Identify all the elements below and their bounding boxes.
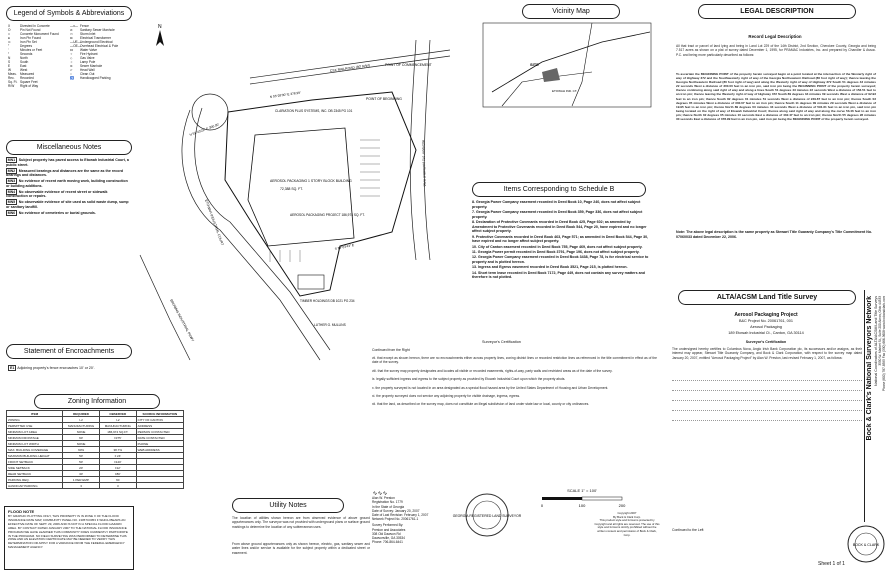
legend-label: Right of Way — [20, 84, 39, 88]
parcel-boundary — [225, 92, 416, 296]
browns-label: BROWNS INDUSTRIAL PKWY — [169, 298, 195, 343]
zoning-cell: PERSON CONTACTED — [136, 429, 183, 435]
misc-note-text: No evidence of recent earth moving work, building construction or building additions. — [6, 179, 128, 188]
etowah-court — [182, 94, 330, 360]
zoning-cell: 60' — [63, 435, 100, 441]
legend-label: Iron Pin Found — [20, 36, 41, 40]
bearing2-label: S 89°03'43" E — [334, 242, 355, 251]
legend-label: Pin Not Found — [20, 28, 41, 32]
etowah-label: ETOWAH INDUSTRIAL COURT — [204, 198, 225, 247]
alta-project: Aerosol Packaging Project — [734, 312, 798, 318]
alta-cert-heading: Surveyor's Certification — [745, 340, 787, 344]
alta-cert-item-1 — [672, 374, 862, 381]
legal-title: LEGAL DESCRIPTION — [698, 4, 856, 19]
scale-tick-0: 0 — [540, 503, 544, 508]
legend-symbol: ″ — [8, 52, 10, 56]
surveyor-state: In the State of Georgia — [372, 504, 405, 509]
zoning-cell: HANDICAP PARKING — [7, 483, 63, 489]
alta-cert-item-2 — [672, 384, 862, 391]
zoning-cell: ADDRESS — [136, 423, 183, 429]
vicinity-map — [482, 22, 652, 108]
misc-note-code: MN2 — [7, 168, 16, 173]
legend-label: Divested In Concrete — [20, 24, 50, 28]
date-revised: Date of Last Revision: February 1, 2007 — [372, 513, 429, 518]
legend-label: Sanitary Sewer Manhole — [80, 28, 115, 32]
zoning-cell: 38.7% — [99, 447, 136, 453]
legend-symbol-icon: ♿ — [70, 76, 74, 80]
alta-cert-item-5 — [672, 414, 862, 421]
legend-item — [8, 84, 70, 88]
legend-symbol: S — [8, 60, 11, 64]
legend-label: Overhead Electrical & Pole — [80, 44, 119, 48]
pob-comm-label: POINT OF COMMENCEMENT — [385, 63, 432, 67]
legend-symbol-icon: ⊠ — [70, 36, 73, 40]
flood-note-panel — [4, 506, 134, 570]
vicinity-title: Vicinity Map — [522, 4, 620, 19]
flood-note-title: FLOOD NOTE — [8, 509, 35, 514]
zoning-cell: 60% — [63, 447, 100, 453]
firm-name: Preston and Associates — [372, 527, 406, 532]
zoning-cell: 3 — [99, 483, 136, 489]
alta-cert-text: The undersigned hereby certifies to Columbus Nova, Anglo Irish Bank Corporation plc, its successors and/or assigns, as their interest may appear, Stewart Title Guaranty Company, and Bock & Clark Corporation, with respect to the survey map dated January 20, 2007, entitled "Aerosol Packaging Project" by Alan W. Preston, last revised February 1, 2007, as follows: — [672, 347, 862, 360]
zoning-cell: CITY OF CANTON — [136, 417, 183, 423]
schedule-b-item: 11. Georgia Power permit recorded in Deed Book 3791, Page 196, does not affect subject property. — [472, 249, 640, 254]
copyright-box — [594, 512, 660, 537]
cert-item: xii. that the land, as described on the survey map, does not constitute an illegal subdivision of land under state law or local, county or city ordinances. — [372, 402, 590, 407]
utility-text-1: The location of utilities shown hereon are from observed evidence of above ground appurtenances only. The surveyor was not provided with underground plans or surface ground markings to determine the location of any subterranean uses. — [232, 516, 370, 529]
misc-note-item — [6, 190, 130, 199]
bock-clark-logo-icon — [846, 524, 886, 564]
misc-note-code: MN6 — [7, 210, 16, 215]
misc-note-text: No observable evidence of site used as solid waste dump, sump or sanitary landfill. — [6, 200, 129, 209]
legend-symbol: N — [8, 56, 11, 60]
network-line2: National Coordinators of ALTA/ACSM Land Title Surveys — [874, 296, 878, 386]
legend-label: Handicapped Parking — [80, 76, 111, 80]
scale-tick-200: 200 — [618, 503, 626, 508]
legend-symbol-icon: ⊘ — [70, 28, 73, 32]
network-line3: 3550 W. Market St., Suite 200 Akron, Ohio 44333 — [878, 296, 882, 366]
legend-symbol: W — [8, 68, 12, 72]
schedule-b-item: 13. Ingress and Egress easement recorded in Deed Book 3521, Page 215, is plotted hereon. — [472, 265, 628, 270]
zoning-header-cell: REQUIRED — [63, 411, 100, 417]
legend-label: Square Feet — [20, 80, 38, 84]
legend-label: Measured — [20, 72, 35, 76]
legend-item — [70, 76, 132, 80]
zoning-cell: NONE — [63, 441, 100, 447]
legend-symbol: ° — [8, 44, 10, 48]
zoning-cell: WEB ADDRESS — [136, 447, 183, 453]
legend-symbol-icon: ⊛ — [70, 64, 73, 68]
zoning-cell: MINIMUM LOT WIDTH — [7, 441, 63, 447]
legend-right-list — [70, 24, 132, 80]
misc-note-code: MN4 — [7, 189, 16, 194]
legend-label: Fence — [80, 24, 89, 28]
zoning-title: Zoning Information — [34, 394, 160, 409]
building-label: AEROSOL PACKAGING 1 STORY BLOCK BUILDING — [270, 179, 352, 183]
legend-label: Sewer Manhole — [80, 64, 103, 68]
flood-note-text: BY GRAPHIC PLOTTING ONLY, THIS PROPERTY IS IN ZONE X OF THE FLOOD INSURANCE RATE MAP, COMMUNITY PANEL NO. 13057C0053 F WHICH BEARS AN EFFECTIVE DATE OF SEPT. 29, 2006 AND IS NOT IN A SPECIAL FLOOD HAZARD AREA. BY CONTACT DATED JANUARY 2007 TO THE NATIONAL FLOOD INSURANCE PROGRAM WE HAVE LEARNED THIS COMMUNITY DOES CURRENTLY PARTICIPATE IN THE PROGRAM. NO FIELD SURVEYING WAS PERFORMED TO DETERMINE THIS ZONE AND AN ELEVATION CERTIFICATE MAY BE NEEDED TO VERIFY THIS DETERMINATION OR APPLY FOR A VARIANCE FROM THE FEDERAL EMERGENCY MANAGEMENT AGENCY. — [8, 514, 128, 550]
alta-continued: Continued to the Left — [672, 528, 704, 532]
misc-note-text: No observable evidence of recent street or sidewalk construction or repairs. — [6, 189, 108, 199]
cert-item: viii. that the survey map properly designates and locates all visible or recorded easements, rights-of-way, party walls and restricted areas as of the date of the survey. — [372, 368, 613, 373]
zoning-cell: I-2 — [63, 417, 100, 423]
zoning-cell: NONE — [63, 429, 100, 435]
legend-label: Iron Pin Set — [20, 40, 37, 44]
legend-symbol: □ — [8, 32, 10, 36]
zoning-table — [6, 410, 184, 489]
legend-symbol-icon: ▭ — [70, 32, 74, 36]
alta-cert-body — [672, 374, 862, 424]
zoning-cell: PHONE — [136, 441, 183, 447]
parking-lines — [270, 140, 380, 262]
legend-symbol: Meas. — [8, 72, 17, 76]
schedule-b-item: 9. Protective Covenants recorded in Deed Book 463, Page 571; as amended in Deed Book 544, Page 30, have expired and no longer affect subject property. — [472, 234, 649, 244]
zoning-cell: 20' — [63, 465, 100, 471]
owner2-label: TIMBER HOLDINGS DB 1021 PG 234 — [300, 299, 355, 303]
alta-cert-item-3 — [672, 394, 862, 401]
table-row — [7, 483, 184, 489]
surveyor-seal-icon — [452, 492, 522, 538]
zoning-cell: SIDE SETBACK — [7, 465, 63, 471]
legend-symbol-icon: ✧ — [70, 52, 73, 56]
legend-symbol: ′ — [8, 48, 9, 52]
cert-heading: Surveyor's Certification — [482, 340, 521, 344]
firm-addr2: Dawsonville, GA 30534 — [372, 536, 405, 541]
vicinity-road-label: ETOWAH IND. CT. — [552, 89, 578, 93]
alta-panel — [668, 290, 864, 568]
schedule-b-item: 10. City of Canton easement recorded in Deed Book 755, Page 469, does not affect subject property. — [472, 244, 643, 249]
encroachments-panel — [4, 344, 132, 384]
misc-notes-panel — [4, 140, 132, 330]
misc-note-text: Subject property has paved access to Etowah Industrial Court, a public street. — [6, 158, 129, 167]
alta-bc-project: B&C Project No. 20061761, 001 — [738, 319, 794, 323]
legend-symbol: ● — [8, 36, 10, 40]
signature-mark: ∿∿∿ — [372, 490, 388, 497]
utility-text-2: From above ground appurtenances only as shown hereon, electric, gas, sanitary sewer and water lines and/or service is available for the subject property within a dedicated street or easement. — [232, 542, 370, 555]
sheet-number: Sheet 1 of 1 — [818, 561, 845, 567]
legend-symbol-icon: —OE— — [70, 44, 81, 48]
legend-label: Underground Electrical — [80, 40, 113, 44]
network-strip — [864, 290, 887, 522]
legend-label: Electrical Transformer — [80, 36, 111, 40]
misc-note-code: MN3 — [7, 179, 16, 184]
legend-symbol-icon: ○ — [70, 72, 72, 76]
zoning-cell: 50' — [63, 459, 100, 465]
zoning-cell: ZONING — [7, 417, 63, 423]
zoning-cell: ± 24' — [99, 453, 136, 459]
zoning-cell: ±12' — [99, 465, 136, 471]
legal-p1: All that tract or parcel of land lying and being in Land Lot 229 of the 14th District, 2nd Section, Cherokee County, Georgia and being 7.517 acres as shown on a plat of survey dated December 1, 1995, for PRAMAC Industries, Inc. and prepared by Chandler & Assoc. P.C. and being more particularly described as follows: — [676, 44, 876, 57]
legend-title: Legend of Symbols & Abbreviations — [6, 6, 132, 21]
copyright-line1: Copyright 2007 — [617, 511, 637, 515]
legend-label: Storm Inlet — [80, 32, 96, 36]
legend-panel — [4, 4, 132, 112]
legend-label: Minutes or Feet — [20, 48, 43, 52]
network-project: Network Project No. 20061761-1 — [372, 517, 419, 522]
svg-text:BOCK & CLARK: BOCK & CLARK — [852, 543, 880, 547]
highway — [410, 40, 430, 260]
schedule-b-item: 8. Georgia Power Company easement recorded in Deed Book 10, Page 240, does not affect subject property. — [472, 200, 641, 209]
railroad-label: CSX RAILROAD (80' R/W) — [329, 63, 371, 73]
legend-symbol: E — [8, 64, 11, 68]
legal-note: Note: The above legal description is the same property as Stewart Title Guaranty Company's Title Commitment No. 07060033 dated December 22, 2006. — [676, 230, 873, 239]
legend-symbol: ⊙ — [8, 40, 11, 44]
zoning-header-cell: OBSERVED — [99, 411, 136, 417]
legend-label: Water Valve — [80, 48, 98, 52]
alta-client: Aerosol Packaging — [750, 325, 782, 329]
zoning-cell: ±80' — [99, 471, 136, 477]
scale-tick-100: 100 — [578, 503, 586, 508]
legend-symbol-icon: —x— — [70, 24, 78, 28]
legend-label: Degrees — [20, 44, 33, 48]
misc-note-text: Measured bearings and distances are the same as the record bearings and distances. — [6, 168, 124, 178]
zoning-cell: FRONT SETBACK — [7, 459, 63, 465]
bearing1-label: N 51°43'22" E 300.00' — [188, 122, 220, 137]
legend-label: North — [20, 56, 28, 60]
cert-item: x. the property surveyed is not located in an area designated as a special flood hazard area by the United States Department of Housing and Urban Development. — [372, 385, 609, 390]
zoning-cell: PERMITTED USE — [7, 423, 63, 429]
surveyor-reg: Registration No. 1779 — [372, 500, 403, 505]
utility-title: Utility Notes — [232, 498, 344, 513]
schedule-b-list — [472, 200, 652, 281]
pob-label: POINT OF BEGINNING — [366, 97, 402, 101]
legend-symbol: X — [8, 24, 11, 28]
misc-note-item — [6, 200, 130, 209]
performed-by: Survey Performed By: — [372, 523, 404, 528]
misc-notes-list — [6, 158, 130, 217]
surveyor-name: Alan W. Preston — [372, 496, 395, 501]
legend-label: Recorded — [20, 76, 34, 80]
utility-panel — [222, 498, 372, 568]
schedule-b-panel — [458, 182, 658, 332]
parcel-label: AEROSOL PACKAGING PROJECT 186,974 SQ. FT. — [290, 213, 365, 217]
owner3-label: LUTHER G. MULLINS — [314, 323, 346, 327]
legend-symbol: Sq. Ft. — [8, 80, 18, 84]
legend-label: South — [20, 60, 29, 64]
network-line4: Phone (800) 787-8395 Fax (330) 666-3608 www.bockandclark.com — [882, 296, 886, 391]
zoning-cell: 50' — [63, 453, 100, 459]
legal-p2: To ascertain the BEGINNING POINT of the property herein surveyed begin at a point located at the intersection of the Westerly right of way of Highway 372 and the Southwesterly right of way of the Georgia Northeastern Railroad (80 foot right of way); thence leaving the Georgia Northeastern Railroad (80 foot right of way) and along the Westerly right of way of Highway 372 South 51 degrees 43 minutes 22 seconds West a distance of 300.00 feet to an iron pin, said iron pin being the BEGINNING POINT of the property herein surveyed; thence continuing along said right of way and along a lines South 51 degrees 43 minutes 22 seconds West a distance of 153.51 feet to an iron pin; thence leaving the Westerly right of way of Highway 372 South 89 degrees 34 minutes 09 seconds West a distance of 92.93 feet to an iron pin; thence South 82 degrees 01 minutes 51 seconds West a distance of 229.87 feet to an iron pin; thence South 03 degrees 05 minutes West a distance of 330.07 feet to an iron pin; thence South 11 degrees 09 minutes 29 seconds West a distance of 19.95 feet to an iron pin; thence North 89 degrees 03 minutes 43 seconds West a distance of 591.61 feet to an iron pin, said iron pin being located on the right of way of Etowah Industrial Court; thence along said right of way and along the curve 53.46 feet to an iron pin; thence North 02 degrees 05 minutes 10 seconds East a distance of 402.47 feet to an iron pin; thence North 55 degrees 28 minutes 30 seconds East a distance of 378.99 feet to an iron pin, said iron pin being the BEGINNING POINT of the property herein surveyed. — [676, 72, 876, 122]
legend-label: Lamp Pole — [80, 60, 96, 64]
firm-addr1: 308 Old Dawson Rd — [372, 531, 401, 536]
misc-note-code: MN5 — [7, 200, 16, 205]
legend-symbol-icon: ☼ — [70, 60, 73, 64]
legend-symbol-icon: ◇ — [70, 56, 73, 60]
schedule-b-title: Items Corresponding to Schedule B — [472, 182, 646, 197]
legend-symbol: Rec. — [8, 76, 15, 80]
encroachment-item — [8, 366, 132, 371]
network-name: Bock & Clark's National Surveyors Network — [866, 296, 873, 441]
copyright-line2: By Bock & Clark Corp. — [613, 514, 641, 519]
misc-note-text: No evidence of cemeteries or burial grounds. — [18, 210, 96, 215]
owner1-label: CLARIATION PLUS SYSTEMS, INC. DB 2345 PG 101 — [275, 109, 353, 113]
cert-item: vii. that except as shown hereon, there are no encroachments either across property lines, zoning district lines or recorded restriction lines as referenced in the title commitment in effect as of the date of the survey. — [372, 356, 657, 365]
legend-symbol-icon: ⋈ — [70, 48, 74, 52]
encroachment-code: E1 — [10, 366, 15, 370]
alta-address: 189 Etowah Industrial Ct., Canton, GA 30114 — [728, 331, 804, 335]
zoning-header-cell: ITEM — [7, 411, 63, 417]
legend-left-list — [8, 24, 70, 88]
firm-phone: Phone: 706-864-6441 — [372, 540, 403, 545]
cert-items — [372, 356, 657, 411]
legend-symbol-icon: ▱ — [70, 68, 73, 72]
legend-symbol-icon: —UE— — [70, 40, 81, 44]
misc-notes-title: Miscellaneous Notes — [6, 140, 132, 155]
highway-label: HIGHWAY 372 (VARIABLE R/W) — [421, 139, 427, 187]
zoning-cell — [136, 483, 183, 489]
misc-note-code: MN1 — [7, 158, 16, 162]
legend-label: West — [20, 68, 28, 72]
scale-bar — [522, 493, 642, 509]
alta-title: ALTA/ACSM Land Title Survey — [678, 290, 856, 305]
legend-label: Clean Out — [80, 72, 95, 76]
scale-label: SCALE 1" = 100' — [567, 488, 597, 493]
legend-label: Gas Valve — [80, 56, 95, 60]
zoning-cell: 3 — [63, 483, 100, 489]
outbuilding — [298, 275, 324, 289]
schedule-b-item: 14. Short term lease recorded in Deed Book 7172, Page 449, does not contain any survey matters and therefore is not plotted. — [472, 270, 645, 280]
encroachment-text: Adjoining property's fence encroaches 10' or 20'. — [17, 366, 95, 370]
legend-symbol: R/W — [8, 84, 15, 88]
bearing3-label: N 55°28'30" E 378.99' — [269, 90, 301, 99]
svg-text:GEORGIA REGISTERED LAND SURVEY: GEORGIA REGISTERED LAND SURVEYOR — [452, 514, 522, 518]
surveyor-cert-panel — [372, 340, 662, 568]
sqft-label: 72,388 SQ. FT. — [280, 187, 303, 191]
record-heading: Record Legal Description — [748, 34, 802, 39]
zoning-cell: 30' — [63, 471, 100, 477]
misc-note-item — [6, 169, 130, 178]
legend-symbol: O — [8, 28, 11, 32]
encroachments-title: Statement of Encroachments — [6, 344, 132, 359]
legend-label: Seconds — [20, 52, 33, 56]
zoning-cell: 60 — [99, 477, 136, 483]
legend-label: Fire Hydrant — [80, 52, 98, 56]
zoning-cell: MINIMUM LOT AREA — [7, 429, 63, 435]
zoning-cell: DATE CONTACTED — [136, 435, 183, 441]
legend-label: East — [20, 64, 27, 68]
vicinity-map-panel — [462, 4, 658, 110]
north-arrow-icon — [156, 24, 164, 46]
zoning-cell: I-2 — [99, 417, 136, 423]
zoning-cell: MANUFACTURING — [63, 423, 100, 429]
legend-label: Head Wall — [80, 68, 95, 72]
copyright-text: This product style and format is protected by Copyright and all rights are reserved. The use of this style and format is strictly prohibited without the written consent and permission of Bock & Clark, Corp. — [594, 518, 660, 537]
zoning-cell: MAXIMUM BUILDING HEIGHT — [7, 453, 63, 459]
zoning-cell: PARKING REQ. — [7, 477, 63, 483]
legal-panel — [668, 4, 882, 274]
zoning-cell: MANUFACTURING — [99, 423, 136, 429]
misc-note-item — [6, 211, 130, 216]
zoning-cell: MINIMUM FRONTAGE — [7, 435, 63, 441]
zoning-cell: ±375' — [99, 435, 136, 441]
schedule-b-item: 7. Georgia Power Company easement recorded in Deed Book 359, Page 336, does not affect subject property. — [472, 209, 643, 219]
alta-cert-item-4 — [672, 404, 862, 411]
schedule-b-item: 12. Georgia Power Company easement recorded in Deed Book 3438, Page 78, is for electrical service to property and is plotted hereon. — [472, 255, 649, 264]
svg-text:N: N — [158, 24, 162, 30]
cert-continued-from: Continued from the Right — [372, 348, 410, 352]
zoning-cell: 1 PER EMP. — [63, 477, 100, 483]
legend-label: Concrete Monument Found — [20, 32, 59, 36]
cert-item: xi. the property surveyed does not service any adjoining property for visible drainage, ingress, egress. — [372, 394, 521, 399]
misc-note-item — [6, 158, 130, 167]
zoning-cell: ±120' — [99, 459, 136, 465]
misc-note-item — [6, 179, 130, 188]
browns-pkwy — [140, 255, 190, 360]
zoning-cell: REAR SETBACK — [7, 471, 63, 477]
date-survey: Date of Survey: January 20, 2007 — [372, 508, 420, 513]
schedule-b-item: 8. Declaration of Protective Covenants recorded in Deed Book 425, Page 602; as amended by Amendment to Protective Covenants recorded in Deed Book 544, Page 20, have expired and no longer affect subject property. — [472, 219, 647, 234]
zoning-header-cell: SOURCE INFORMATION — [136, 411, 183, 417]
cert-item: ix. legally sufficient ingress and egress to the subject property as provided by Etowah Industrial Court upon which the property abuts. — [372, 377, 566, 382]
zoning-cell: MAX. BUILDING COVERAGE — [7, 447, 63, 453]
vicinity-site-label: SITE — [530, 62, 539, 67]
zoning-cell: 186,974 SQ.FT. — [99, 429, 136, 435]
